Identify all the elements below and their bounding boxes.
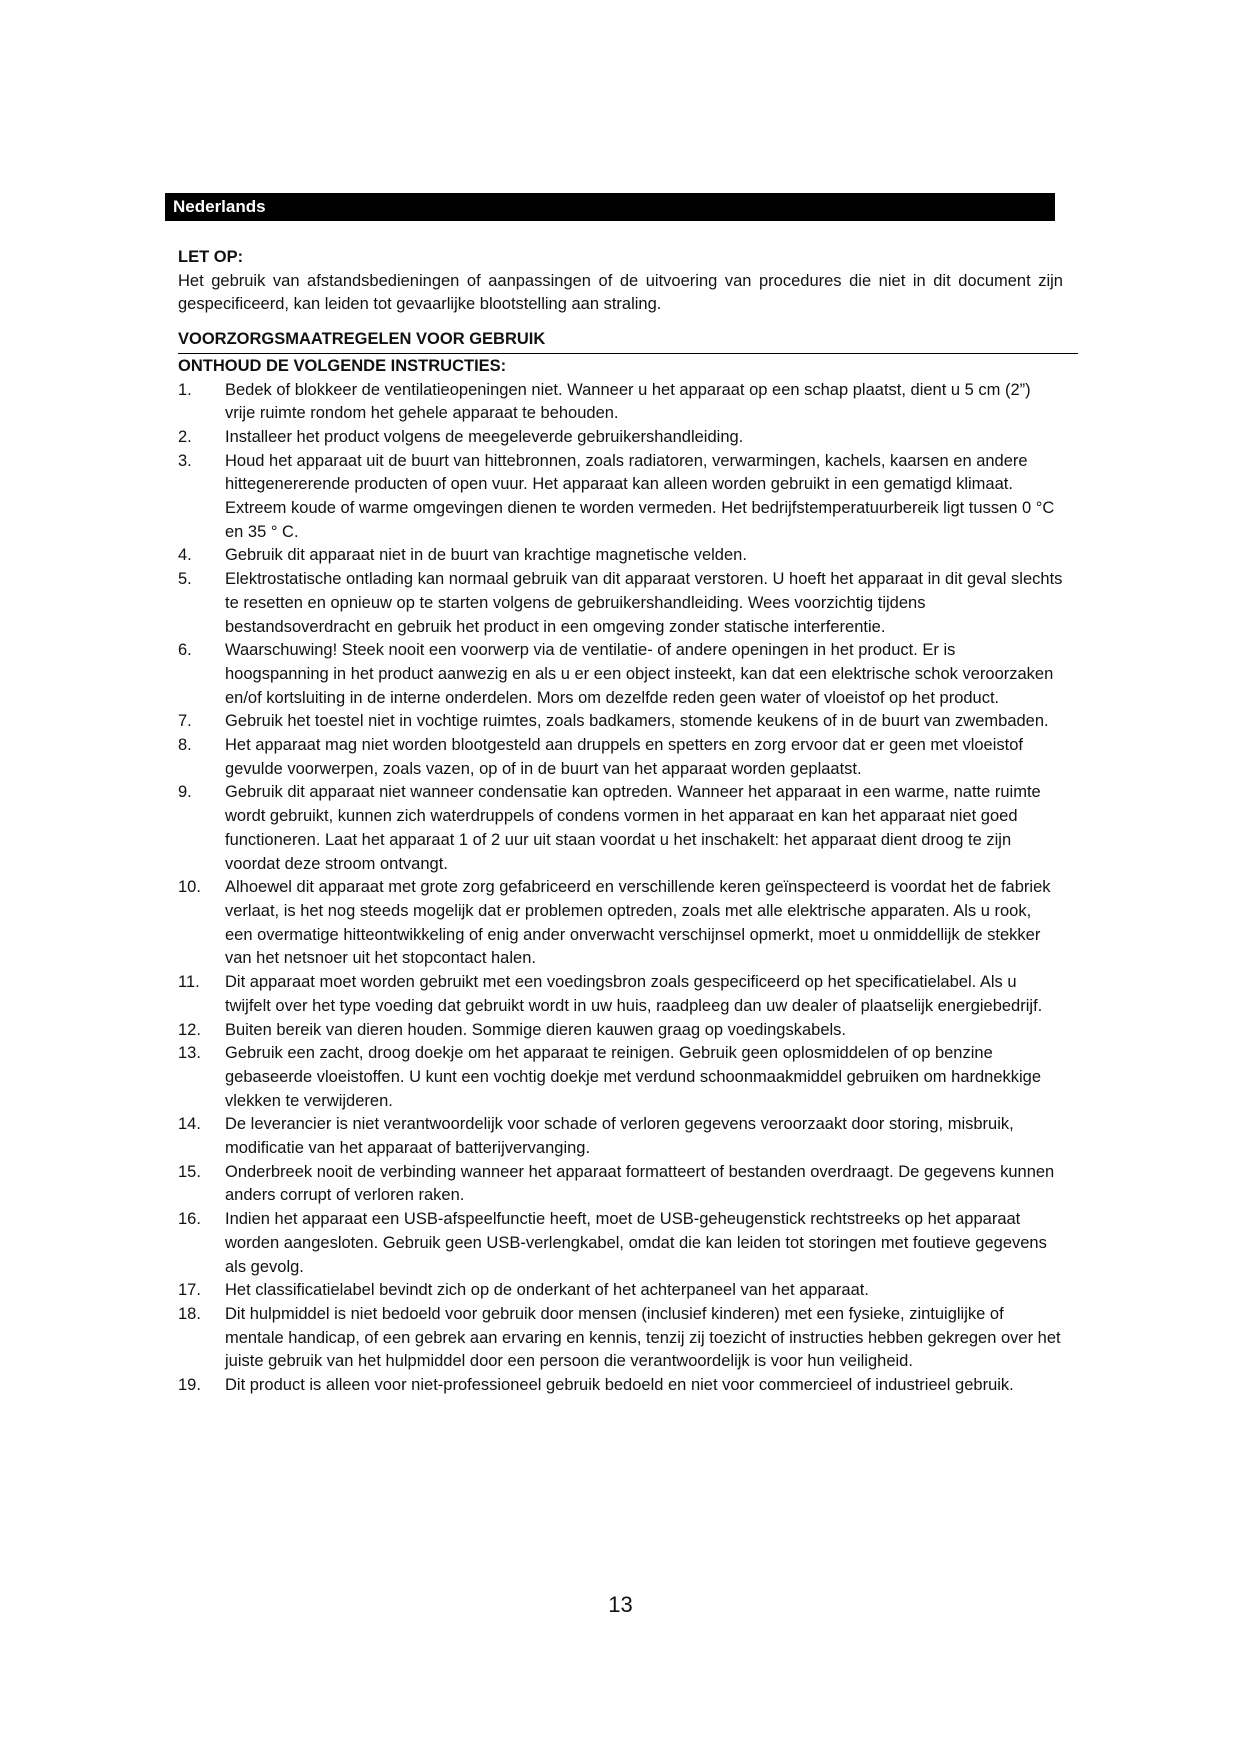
list-item (178, 379, 1063, 426)
list-item (178, 1113, 1063, 1160)
list-item (178, 781, 1063, 876)
section-title: VOORZORGSMAATREGELEN VOOR GEBRUIK (178, 328, 1078, 354)
list-item (178, 710, 1063, 734)
item-text: Gebruik een zacht, droog doekje om het apparaat te reinigen. Gebruik geen oplosmiddelen of op benzine gebaseerde vloeistoffen. U kunt een vochtig doekje met verdund schoonmaakmiddel gebruiken om hardnekkige vlekken te verwijderen. (225, 1044, 1042, 1110)
item-number: 5. (178, 570, 192, 589)
item-text: Gebruik het toestel niet in vochtige ruimtes, zoals badkamers, stomende keukens of in de buurt van zwembaden. (225, 712, 1049, 731)
list-item (178, 876, 1063, 971)
list-item (178, 734, 1063, 781)
item-text: Buiten bereik van dieren houden. Sommige dieren kauwen graag op voedingskabels. (225, 1020, 846, 1039)
item-text: Indien het apparaat een USB-afspeelfunctie heeft, moet de USB-geheugenstick rechtstreeks op het apparaat worden aangesloten. Gebruik geen USB-verlengkabel, omdat die kan leiden tot storingen met foutieve gegevens als gevolg. (225, 1210, 1047, 1276)
item-number: 6. (178, 641, 192, 660)
item-number: 10. (178, 878, 201, 897)
item-number: 13. (178, 1044, 201, 1063)
list-item (178, 1208, 1063, 1279)
item-text: De leverancier is niet verantwoordelijk voor schade of verloren gegevens veroorzaakt door storing, misbruik, modificatie van het apparaat of batterijvervanging. (225, 1115, 1014, 1158)
list-item (178, 971, 1063, 1018)
item-number: 3. (178, 451, 192, 470)
item-number: 2. (178, 427, 192, 446)
item-number: 15. (178, 1162, 201, 1181)
item-number: 9. (178, 783, 192, 802)
item-number: 12. (178, 1020, 201, 1039)
item-text: Installeer het product volgens de meegeleverde gebruikershandleiding. (225, 427, 744, 446)
instruction-list (178, 379, 1063, 1398)
page-number: 13 (608, 1592, 633, 1617)
section-subtitle: ONTHOUD DE VOLGENDE INSTRUCTIES: (178, 356, 507, 375)
item-text: Gebruik dit apparaat niet in de buurt van krachtige magnetische velden. (225, 546, 747, 565)
item-text: Elektrostatische ontlading kan normaal gebruik van dit apparaat verstoren. U hoeft het apparaat in dit geval slechts te resetten en opnieuw op te starten volgens de gebruikershandleiding. Wees voorzichtig tijdens bestandsoverdracht en gebruik het product in een omgeving zonder statische interferentie. (225, 570, 1063, 636)
item-number: 1. (178, 380, 192, 399)
item-text: Gebruik dit apparaat niet wanneer condensatie kan optreden. Wanneer het apparaat in een warme, natte ruimte wordt gebruikt, kunnen zich waterdruppels of condens vormen in het apparaat en kan het apparaat niet goed functioneren. Laat het apparaat 1 of 2 uur uit staan voordat u het inschakelt: het apparaat dient droog te zijn voordat deze stroom ontvangt. (225, 783, 1041, 873)
item-text: Houd het apparaat uit de buurt van hittebronnen, zoals radiatoren, verwarmingen, kachels, kaarsen en andere hittegenererende producten of open vuur. Het apparaat kan alleen worden gebruikt in een gematigd klimaat. Extreem koude of warme omgevingen dienen te worden vermeden. Het bedrijfstemperatuurbereik ligt tussen 0 °C en 35 ° C. (225, 451, 1055, 541)
item-number: 19. (178, 1376, 201, 1395)
page-content (178, 246, 1063, 1398)
language-banner (165, 193, 1055, 221)
item-text: Bedek of blokkeer de ventilatieopeningen niet. Wanneer u het apparaat op een schap plaatst, dient u 5 cm (2”) vrije ruimte rondom het gehele apparaat te behouden. (225, 380, 1031, 423)
item-text: Alhoewel dit apparaat met grote zorg gefabriceerd en verschillende keren geïnspecteerd is voordat het de fabriek verlaat, is het nog steeds mogelijk dat er problemen optreden, zoals met alle elektrische apparaten. Als u rook, een overmatige hitteontwikkeling of enig ander onverwacht verschijnsel opmerkt, moet u onmiddellijk de stekker van het netsnoer uit het stopcontact halen. (225, 878, 1051, 968)
list-item (178, 1042, 1063, 1113)
item-text: Dit product is alleen voor niet-professioneel gebruik bedoeld en niet voor commercieel of industrieel gebruik. (225, 1376, 1014, 1395)
note-heading: LET OP: (178, 248, 244, 266)
list-item (178, 1303, 1063, 1374)
list-item (178, 1019, 1063, 1043)
list-item (178, 639, 1063, 710)
item-text: Het classificatielabel bevindt zich op de onderkant of het achterpaneel van het apparaat. (225, 1281, 869, 1300)
list-item (178, 426, 1063, 450)
item-text: Waarschuwing! Steek nooit een voorwerp via de ventilatie- of andere openingen in het product. Er is hoogspanning in het product aanwezig en als u er een object insteekt, kan dat een elektrische schok veroorzaken en/of kortsluiting in de interne onderdelen. Mors om dezelfde reden geen water of vloeistof op het product. (225, 641, 1054, 707)
item-number: 16. (178, 1210, 201, 1229)
item-number: 17. (178, 1281, 201, 1300)
item-number: 7. (178, 712, 192, 731)
item-text: Dit hulpmiddel is niet bedoeld voor gebruik door mensen (inclusief kinderen) met een fysieke, zintuiglijke of mentale handicap, of een gebrek aan ervaring en kennis, tenzij zij toezicht of instructies hebben gekregen over het juiste gebruik van het hulpmiddel door een persoon die verantwoordelijk is voor hun veiligheid. (225, 1304, 1061, 1371)
list-item (178, 1374, 1063, 1398)
note-text: Het gebruik van afstandsbedieningen of aanpassingen of de uitvoering van procedures die niet in dit document zijn gespecificeerd, kan leiden tot gevaarlijke blootstelling aan straling. (178, 271, 1063, 314)
item-number: 4. (178, 546, 192, 565)
list-item (178, 568, 1063, 639)
language-label: Nederlands (173, 197, 266, 216)
list-item (178, 1161, 1063, 1208)
item-text: Het apparaat mag niet worden blootgesteld aan druppels en spetters en zorg ervoor dat er geen met vloeistof gevulde voorwerpen, zoals vazen, op of in de buurt van het apparaat worden geplaatst. (225, 736, 1023, 778)
list-item (178, 450, 1063, 545)
item-text: Dit apparaat moet worden gebruikt met een voedingsbron zoals gespecificeerd op het specificatielabel. Als u twijfelt over het type voeding dat gebruikt wordt in uw huis, raadpleeg dan uw dealer of plaatselijk energiebedrijf. (225, 973, 1043, 1015)
item-number: 8. (178, 736, 192, 755)
item-text: Onderbreek nooit de verbinding wanneer het apparaat formatteert of bestanden overdraagt. De gegevens kunnen anders corrupt of verloren raken. (225, 1162, 1055, 1205)
list-item (178, 544, 1063, 568)
item-number: 18. (178, 1304, 201, 1323)
item-number: 14. (178, 1115, 201, 1134)
item-number: 11. (178, 973, 200, 992)
list-item (178, 1279, 1063, 1303)
